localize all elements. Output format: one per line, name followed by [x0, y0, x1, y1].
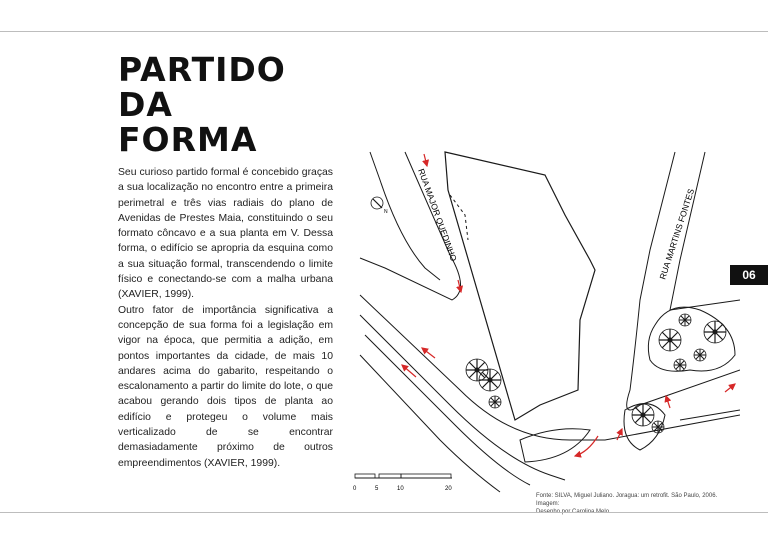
scale-tick-5: 5 [375, 486, 379, 492]
scale-tick-0: 0 [353, 486, 357, 492]
street-label-right: RUA MARTINS FONTES [657, 187, 697, 281]
page-title [118, 52, 286, 157]
street-left-curb-inner [370, 152, 440, 280]
site-plan-map [340, 140, 740, 500]
perimetral-road-median [365, 335, 530, 485]
page-number: 06 [742, 268, 756, 282]
top-rule [0, 31, 768, 32]
north-arrow [371, 197, 388, 215]
title-line-2: DA [118, 85, 173, 124]
perimetral-road-edge [360, 355, 500, 492]
scale-bar [353, 474, 452, 492]
title-line-1: PARTIDO [118, 50, 286, 89]
north-label: N [384, 209, 388, 215]
scale-tick-10: 10 [397, 486, 404, 492]
caption-line-1: Fonte: SILVA, Miguel Juliano. Joragua: um retrofit. São Paulo, 2006. Imagem: [536, 493, 718, 507]
perimetral-road-inner [360, 315, 565, 480]
building-outline [445, 152, 595, 420]
title-line-3: FORMA [118, 120, 258, 159]
traffic-island [520, 429, 590, 462]
paragraph-1: Seu curioso partido formal é concebido graças a sua localização no encontro entre a primeira perimetral e três vias radiais do plano de Avenidas de Prestes Maia, constituindo o seu formato côncavo e a sua planta em V. Dessa forma, o edifício se apropria da esquina como a sua situação formal, transcendendo o limite físico e conectando-se com a malha urbana (XAVIER, 1999). [118, 167, 333, 301]
dashed-setback [450, 195, 468, 240]
body-text [118, 165, 333, 471]
bottom-rule [0, 512, 768, 513]
scale-tick-20: 20 [445, 486, 452, 492]
paragraph-2: Outro fator de importância significativa a concepção de sua forma foi a legislação em vigor na época, que permitia a adição, em pontos importantes da cidade, de mais 10 andares acima do gabarito, respeitando o escalonamento a partir do limite do lote, o que acabou gerando dois tipos de planta ao edifício e protegeu o volume mais verticalizado de se encontrar demasiadamente próximo de outros empreendimentos (XAVIER, 1999). [118, 304, 333, 469]
street-label-left: RUA MAJOR QUEDINHO [416, 167, 459, 263]
tree-cluster-right [659, 314, 726, 371]
road-bottom-right [680, 410, 740, 420]
